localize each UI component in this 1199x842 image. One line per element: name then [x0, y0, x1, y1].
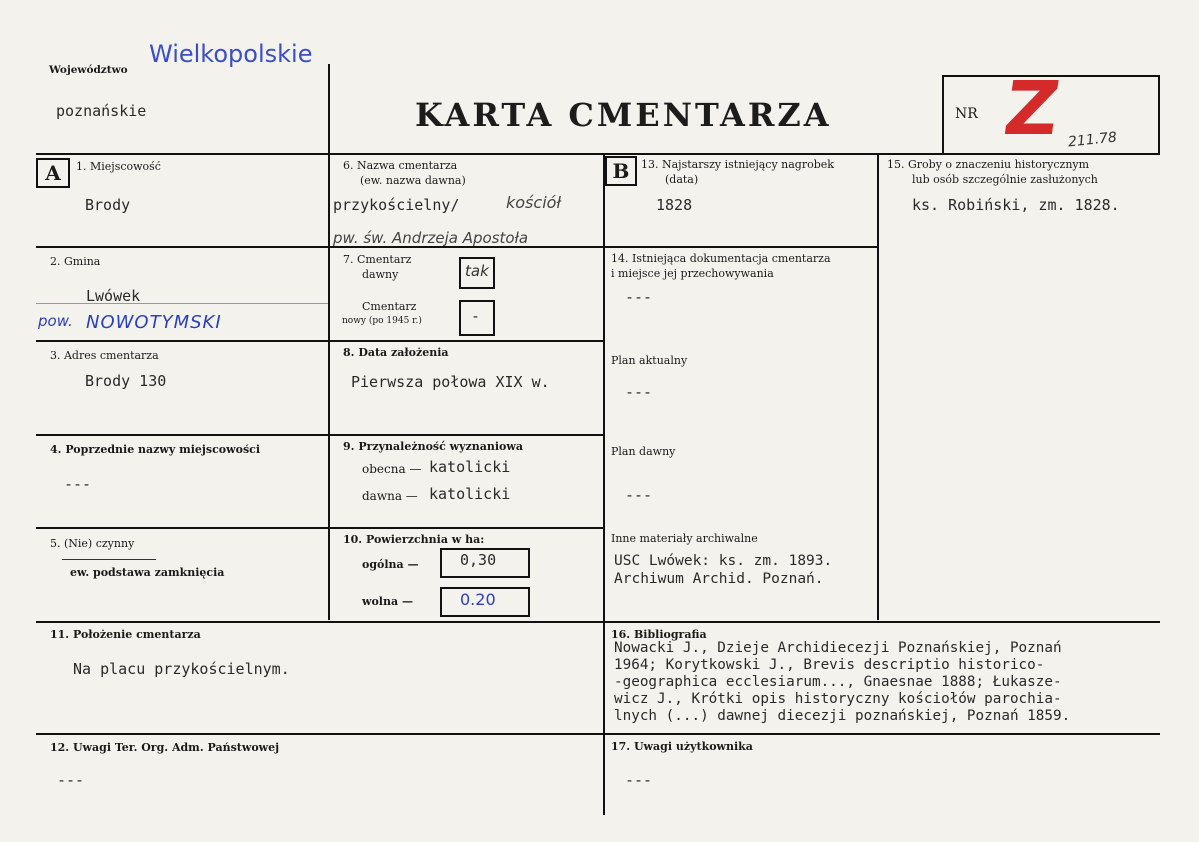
inne-line-1: USC Lwówek: ks. zm. 1893.	[614, 553, 833, 569]
f1-label: 1. Miejscowość	[76, 160, 161, 173]
bibliography-line: wicz J., Krótki opis historyczny kościołów parochia-	[614, 691, 1062, 707]
f15-value: ks. Robiński, zm. 1828.	[912, 196, 1120, 214]
f10-ogolna-value: 0,30	[460, 551, 497, 569]
divider	[36, 303, 328, 304]
bibliography-line: lnych (...) dawnej diecezji poznańskiej, Poznań 1859.	[614, 708, 1071, 724]
f17-label: 17. Uwagi użytkownika	[611, 740, 753, 753]
bibliography-line: Nowacki J., Dzieje Archidiecezji Poznańskiej, Poznań	[614, 640, 1062, 656]
f7-label: 7. Cmentarz	[343, 253, 412, 266]
f10-wolna-label: wolna —	[362, 595, 413, 608]
f3-label: 3. Adres cmentarza	[50, 349, 159, 362]
f14-value: ---	[625, 288, 653, 306]
nr-value: 211.78	[1067, 129, 1118, 151]
section-b-badge: B	[605, 156, 637, 186]
f13-value: 1828	[656, 196, 693, 214]
f6-hand-note-2: pw. św. Andrzeja Apostoła	[333, 229, 529, 247]
f6-label: 6. Nazwa cmentarza	[343, 159, 458, 172]
divider	[36, 340, 603, 342]
f7-label-dawny: dawny	[362, 268, 399, 281]
f1-value: Brody	[85, 196, 131, 214]
divider	[328, 64, 330, 620]
plan-aktualny-label: Plan aktualny	[611, 354, 688, 367]
f7-label-nowy: nowy (po 1945 r.)	[342, 316, 422, 326]
divider	[36, 434, 603, 436]
f9-dawna-value: katolicki	[429, 485, 511, 503]
f17-value: ---	[625, 771, 653, 789]
f8-label: 8. Data założenia	[343, 346, 449, 359]
divider	[62, 559, 156, 560]
f7-label-cmentarz: Cmentarz	[362, 300, 417, 313]
f16-label: 16. Bibliografia	[611, 628, 707, 641]
plan-aktualny-value: ---	[625, 383, 653, 401]
f9-dawna-label: dawna —	[362, 489, 418, 503]
nr-mark: Z	[998, 66, 1065, 152]
f9-obecna-value: katolicki	[429, 458, 511, 476]
f2-label: 2. Gmina	[50, 255, 101, 268]
divider	[877, 155, 879, 620]
f5-sublabel: ew. podstawa zamknięcia	[70, 566, 225, 579]
divider	[36, 527, 603, 529]
f15-label: 15. Groby o znaczeniu historycznym	[887, 158, 1090, 171]
inne-line-2: Archiwum Archid. Poznań.	[614, 571, 824, 587]
f13-sublabel: (data)	[665, 173, 699, 186]
divider	[942, 75, 944, 153]
f9-obecna-label: obecna —	[362, 462, 422, 476]
f5-label: 5. (Nie) czynny	[50, 537, 135, 550]
f2-pow-value: NOWOTYMSKI	[86, 312, 222, 333]
wojewodztwo-value: poznańskie	[56, 102, 147, 120]
f14-label: 14. Istniejąca dokumentacja cmentarza	[611, 252, 831, 265]
f10-wolna-value: 0.20	[460, 590, 496, 609]
bibliography-line: -geographica ecclesiarum..., Gnaesnae 1888; Łukasze-	[614, 674, 1062, 690]
wojewodztwo-label: Województwo	[49, 64, 128, 76]
page-title: KARTA CMENTARZA	[415, 96, 832, 134]
f6-value: przykościelny/	[333, 196, 460, 214]
f6-sublabel: (ew. nazwa dawna)	[360, 174, 466, 187]
f12-value: ---	[57, 771, 85, 789]
f7-value: tak	[465, 262, 489, 280]
f9-label: 9. Przynależność wyznaniowa	[343, 440, 523, 453]
f4-value: ---	[64, 475, 92, 493]
region-stamp: Wielkopolskie	[149, 40, 313, 68]
bibliography-line: 1964; Korytkowski J., Brevis descriptio historico-	[614, 657, 1045, 673]
nr-label: NR	[955, 106, 978, 122]
f3-value: Brody 130	[85, 372, 167, 390]
f10-label: 10. Powierzchnia w ha:	[343, 533, 485, 546]
divider	[1158, 75, 1160, 153]
f2-value: Lwówek	[86, 287, 141, 305]
plan-dawny-label: Plan dawny	[611, 445, 676, 458]
f7-value2: -	[471, 307, 481, 325]
plan-dawny-value: ---	[625, 486, 653, 504]
f11-label: 11. Położenie cmentarza	[50, 628, 201, 641]
f4-label: 4. Poprzednie nazwy miejscowości	[50, 443, 261, 456]
f8-value: Pierwsza połowa XIX w.	[351, 373, 550, 391]
divider	[36, 153, 1160, 155]
section-a-badge: A	[36, 158, 70, 188]
divider	[36, 733, 1160, 735]
f13-label: 13. Najstarszy istniejący nagrobek	[641, 158, 834, 171]
f6-hand-note: kościół	[506, 193, 562, 212]
divider	[603, 155, 605, 815]
inne-label: Inne materiały archiwalne	[611, 532, 758, 545]
f14-sublabel: i miejsce jej przechowywania	[611, 267, 774, 280]
f10-ogolna-label: ogólna —	[362, 558, 419, 571]
f15-sublabel: lub osób szczególnie zasłużonych	[912, 173, 1098, 186]
divider	[36, 621, 1160, 623]
f12-label: 12. Uwagi Ter. Org. Adm. Państwowej	[50, 741, 280, 754]
f11-value: Na placu przykościelnym.	[73, 660, 290, 678]
f2-pow-prefix: pow.	[38, 312, 73, 330]
